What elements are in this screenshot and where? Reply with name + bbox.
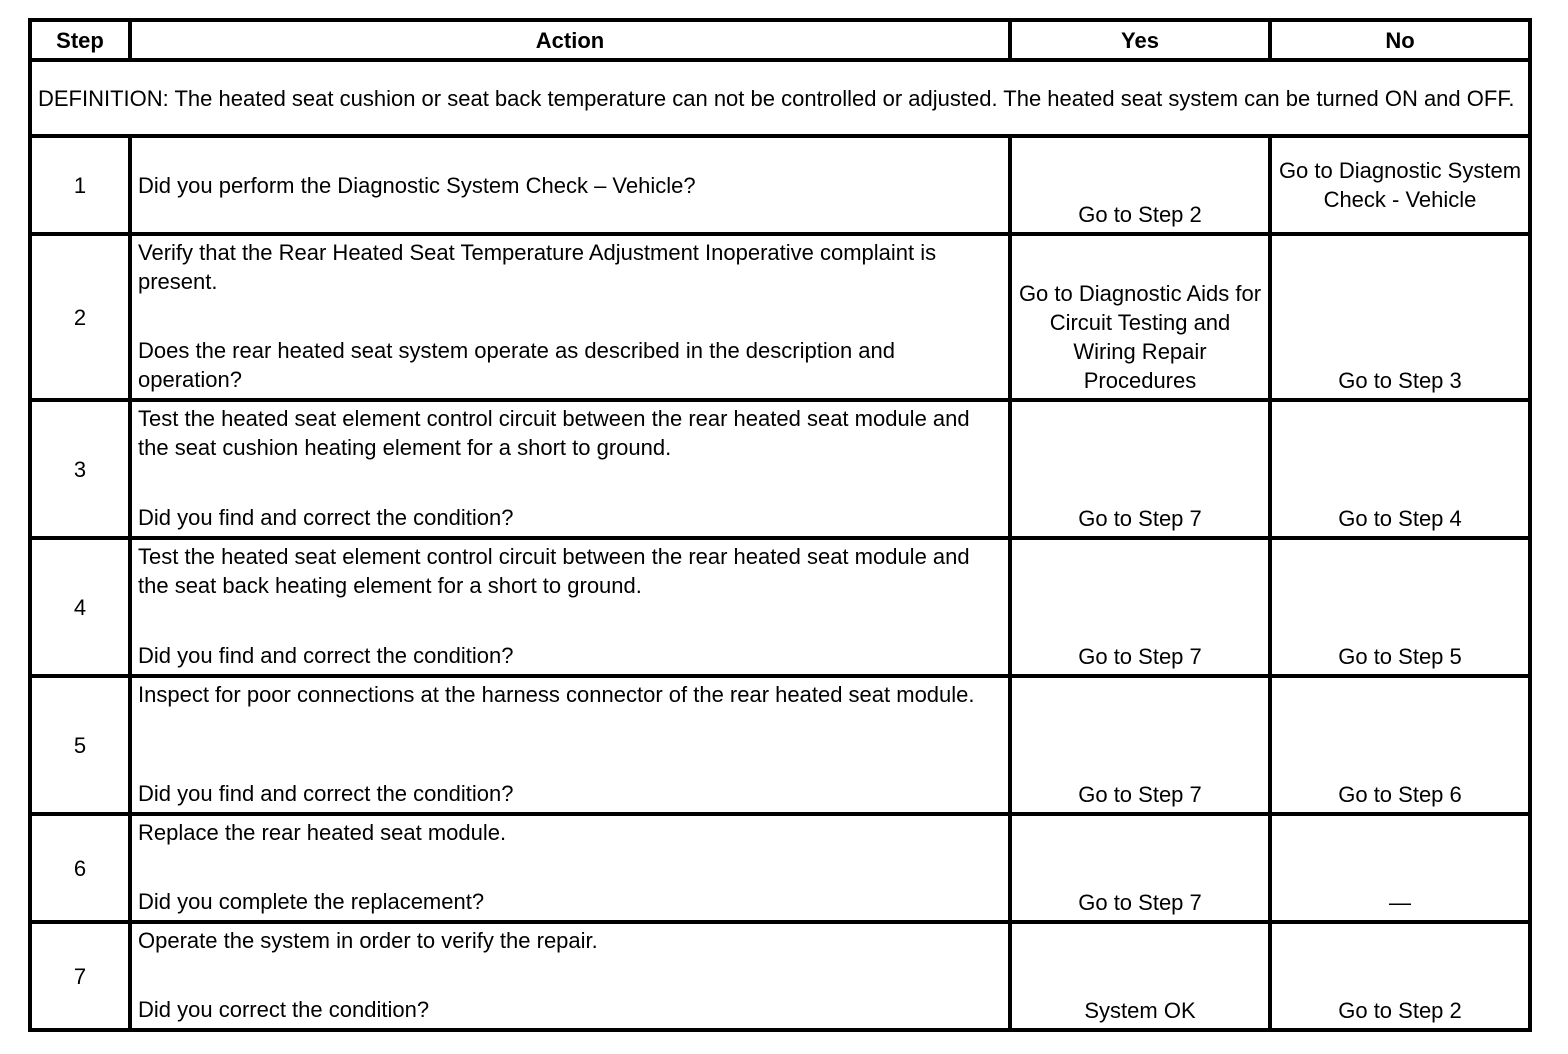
action-cell bbox=[130, 234, 1010, 400]
question-text: Did you complete the replacement? bbox=[138, 889, 485, 914]
question-text: Did you perform the Diagnostic System Check – Vehicle? bbox=[138, 172, 696, 198]
question-text: Did you find and correct the condition? bbox=[138, 781, 514, 806]
no-result: Go to Step 3 bbox=[1270, 234, 1530, 400]
action-text: Operate the system in order to verify the repair. bbox=[138, 928, 598, 953]
action-cell bbox=[130, 136, 1010, 234]
question-text: Does the rear heated seat system operate as described in the description and operation? bbox=[138, 338, 896, 392]
table-row bbox=[30, 234, 1530, 400]
question-text: Did you find and correct the condition? bbox=[138, 505, 514, 530]
yes-result: Go to Diagnostic Aids for Circuit Testing and Wiring Repair Procedures bbox=[1010, 234, 1270, 400]
step-number: 7 bbox=[30, 922, 130, 1030]
yes-result: Go to Step 7 bbox=[1010, 676, 1270, 814]
step-number: 6 bbox=[30, 814, 130, 922]
step-number: 5 bbox=[30, 676, 130, 814]
header-step: Step bbox=[30, 20, 130, 60]
action-text: Inspect for poor connections at the harness connector of the rear heated seat module. bbox=[138, 682, 975, 707]
action-cell bbox=[130, 538, 1010, 676]
action-cell bbox=[130, 814, 1010, 922]
action-cell bbox=[130, 676, 1010, 814]
table-row bbox=[30, 676, 1530, 814]
header-no: No bbox=[1270, 20, 1530, 60]
header-action: Action bbox=[130, 20, 1010, 60]
table-row bbox=[30, 814, 1530, 922]
yes-result: Go to Step 7 bbox=[1010, 538, 1270, 676]
diagnostic-table bbox=[28, 18, 1532, 1032]
question-text: Did you correct the condition? bbox=[138, 997, 430, 1022]
action-text: Test the heated seat element control circuit between the rear heated seat module and the seat back heating element for a short to ground. bbox=[138, 544, 970, 598]
table-row bbox=[30, 538, 1530, 676]
no-result: Go to Step 6 bbox=[1270, 676, 1530, 814]
definition-text: DEFINITION: The heated seat cushion or seat back temperature can not be controlled or adjusted. The heated seat system can be turned ON and OFF. bbox=[30, 60, 1530, 136]
action-text: Test the heated seat element control circuit between the rear heated seat module and the seat cushion heating element for a short to ground. bbox=[138, 406, 970, 460]
yes-result: Go to Step 2 bbox=[1010, 136, 1270, 234]
no-result: Go to Step 4 bbox=[1270, 400, 1530, 538]
step-number: 3 bbox=[30, 400, 130, 538]
table-row bbox=[30, 136, 1530, 234]
action-cell bbox=[130, 922, 1010, 1030]
step-number: 2 bbox=[30, 234, 130, 400]
step-number: 1 bbox=[30, 136, 130, 234]
yes-result: Go to Step 7 bbox=[1010, 400, 1270, 538]
action-text: Verify that the Rear Heated Seat Temperature Adjustment Inoperative complaint is present. bbox=[138, 240, 937, 294]
no-result: Go to Step 5 bbox=[1270, 538, 1530, 676]
question-text: Did you find and correct the condition? bbox=[138, 643, 514, 668]
header-yes: Yes bbox=[1010, 20, 1270, 60]
table-row bbox=[30, 922, 1530, 1030]
table-row bbox=[30, 400, 1530, 538]
action-text: Replace the rear heated seat module. bbox=[138, 820, 507, 845]
header-row bbox=[30, 20, 1530, 60]
step-number: 4 bbox=[30, 538, 130, 676]
definition-row bbox=[30, 60, 1530, 136]
no-result: Go to Step 2 bbox=[1270, 922, 1530, 1030]
action-cell bbox=[130, 400, 1010, 538]
yes-result: System OK bbox=[1010, 922, 1270, 1030]
yes-result: Go to Step 7 bbox=[1010, 814, 1270, 922]
no-result: Go to Diagnostic System Check - Vehicle bbox=[1270, 136, 1530, 234]
no-result: — bbox=[1270, 814, 1530, 922]
